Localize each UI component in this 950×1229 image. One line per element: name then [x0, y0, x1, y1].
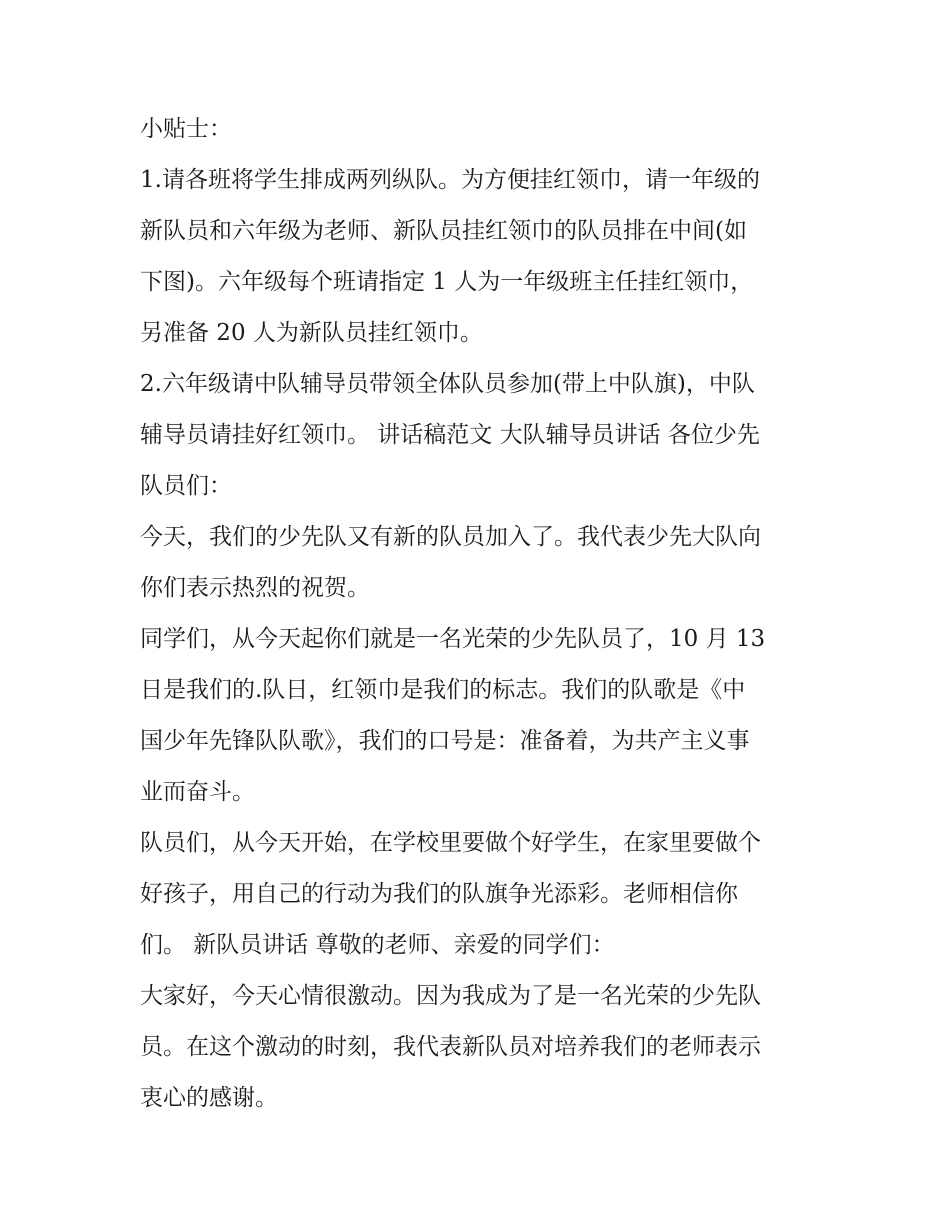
text-line: 业而奋斗。 — [140, 779, 255, 805]
text-line: 国少年先锋队队歌》，我们的口号是：准备着，为共产主义事 — [140, 728, 750, 754]
text-line: 另准备 20 人为新队员挂红领巾。 — [140, 320, 483, 346]
text-line: 新队员和六年级为老师、新队员挂红领巾的队员排在中间(如 — [140, 218, 747, 244]
text-line: 今天，我们的少先队又有新的队员加入了。我代表少先大队向 — [140, 524, 761, 550]
text-line: 1.请各班将学生排成两列纵队。为方便挂红领巾，请一年级的 — [140, 167, 760, 193]
text-line: 辅导员请挂好红领巾。 讲话稿范文 大队辅导员讲话 各位少先 — [140, 422, 760, 448]
text-line: 你们表示热烈的祝贺。 — [140, 575, 370, 601]
text-line: 大家好，今天心情很激动。因为我成为了是一名光荣的少先队 — [140, 983, 761, 1009]
text-line: 队员们，从今天开始，在学校里要做个好学生，在家里要做个 — [140, 830, 761, 856]
text-line: 好孩子，用自己的行动为我们的队旗争光添彩。老师相信你 — [140, 881, 738, 907]
text-line: 日是我们的.队日，红领巾是我们的标志。我们的队歌是《中 — [140, 677, 746, 703]
text-line: 小贴士： — [140, 116, 232, 142]
text-line: 们。 新队员讲话 尊敬的老师、亲爱的同学们： — [140, 932, 615, 958]
text-line: 员。在这个激动的时刻，我代表新队员对培养我们的老师表示 — [140, 1034, 761, 1060]
text-line: 下图)。六年级每个班请指定 1 人为一年级班主任挂红领巾， — [140, 269, 754, 295]
text-line: 同学们，从今天起你们就是一名光荣的少先队员了，10 月 13 — [140, 626, 766, 652]
text-line: 衷心的感谢。 — [140, 1085, 278, 1111]
text-line: 2.六年级请中队辅导员带领全体队员参加(带上中队旗)，中队 — [140, 371, 755, 397]
text-line: 队员们： — [140, 473, 232, 499]
